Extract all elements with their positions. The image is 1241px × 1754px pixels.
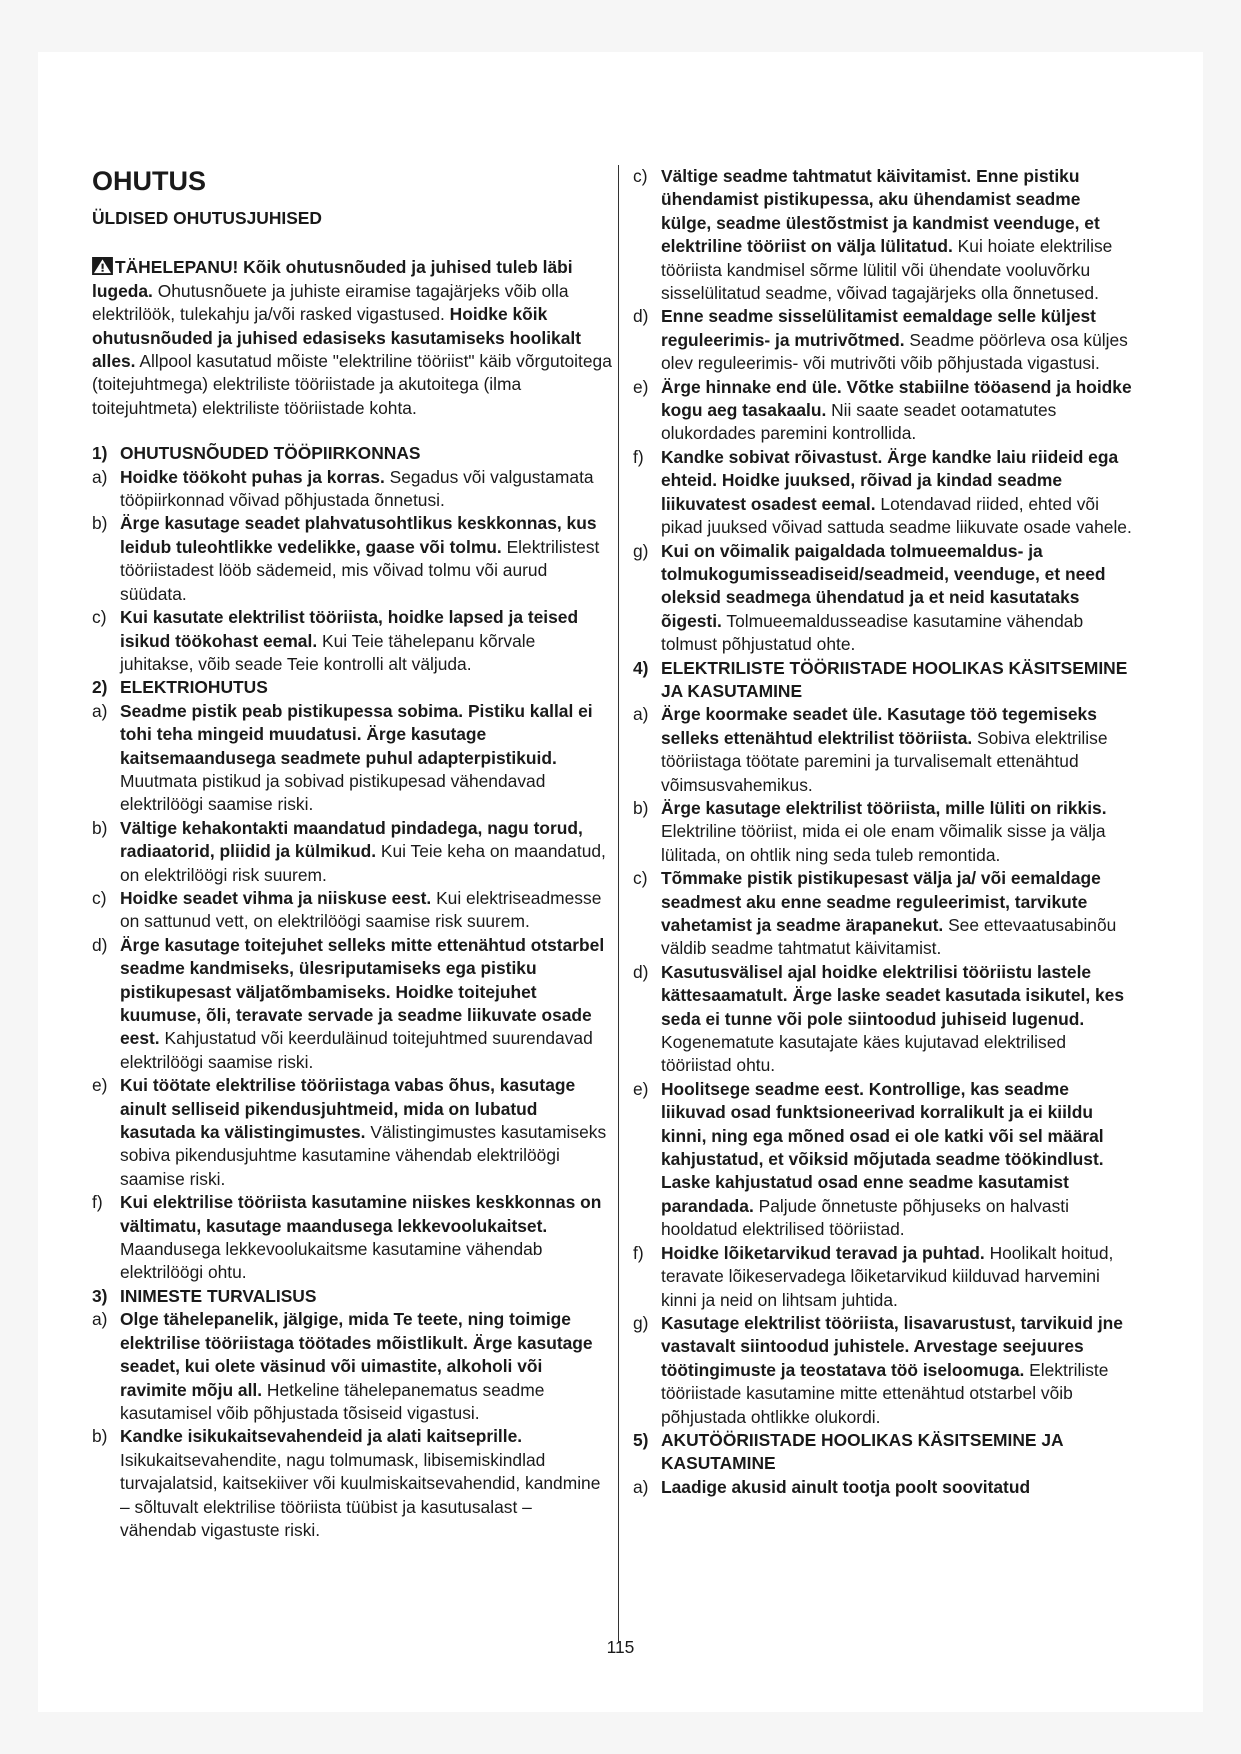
keep-instructions-text: Allpool kasutatud mõiste "elektriline tööriist" käib võrgutoitega (toitejuhtmega) elektriliste tööriistade ja akutoitega (ilma toitejuhtmeta) elektriliste tööriistade kohta. [92, 351, 612, 418]
section-heading-4: 4) ELEKTRILISTE TÖÖRIISTADE HOOLIKAS KÄSITSEMINE JA KASUTAMINE [633, 657, 1128, 701]
list-item: c) Vältige seadme tahtmatut käivitamist. Enne pistiku ühendamist pistikupessa, aku ühendamist seadme külge, seadme ülestõstmist ja kandmist veenduge, et elektriline tööriist on välja lülitatud. Kui hoiate elektrilise tööriista kandmisel sõrme lülitil või ühendate vooluvõrku sisselülitatud seadme, võivad tagajärjeks olla õnnetused. [633, 166, 1113, 304]
list-item: f) Kandke sobivat rõivastust. Ärge kandke laiu riideid ega ehteid. Hoidke juuksed, rõivad ja kindad seadme liikuvatest osadest eemal. Lotendavad riided, ehted või pikad juuksed võivad sattuda seadme liikuvate osade vahele. [633, 446, 1132, 538]
list-item: a) Olge tähelepanelik, jälgige, mida Te teete, ning toimige elektrilise tööriistaga töötades mõistlikult. Ärge kasutage seadet, kui olete väsinud või uimastite, alkoholi või ravimite mõju all. Hetkeline tähelepanematus seadme kasutamisel võib põhjustada tõsiseid vigastusi. [92, 1309, 593, 1423]
list-item: f) Kui elektrilise tööriista kasutamine niiskes keskkonnas on vältimatu, kasutage maandusega lekkevoolukaitset. Maandusega lekkevoolukaitsme kasutamine vähendab elektrilöögi ohtu. [92, 1192, 602, 1283]
page-subtitle: ÜLDISED OHUTUSJUHISED [92, 208, 322, 228]
left-column [92, 165, 612, 1542]
right-column [633, 165, 1133, 1499]
keep-instructions-bold: Hoidke kõik ohutusnõuded ja juhised edasiseks kasutamiseks hoolikalt alles. [92, 304, 582, 372]
list-item: g) Kui on võimalik paigaldada tolmueemaldus- ja tolmukogumisseadiseid/seadmeid, veenduge, et need oleksid seadmega ühendatud ja et neid kasutataks õigesti. Tolmueemaldusseadise kasutamine vähendab tolmust põhjustatud ohte. [633, 540, 1106, 655]
list-item: e) Kui töötate elektrilise tööriistaga vabas õhus, kasutage ainult selliseid pikendusjuhtmeid, mida on lubatud kasutada ka välistingimustes. Välistingimustes kasutamiseks sobiva pikendusjuhtme kasutamine vähendab elektrilöögi saamise riski. [92, 1075, 607, 1189]
warning-paragraph [92, 256, 612, 420]
list-item: d) Kasutusvälisel ajal hoidke elektrilisi tööriistu lastele kättesaamatult. Ärge laske seadet kasutada isikutel, kes seda ei tunne või pole siintoodud juhiseid lugenud. Kogenematute kasutajate käes kujutavad elektrilised tööriistad ohtu. [633, 961, 1125, 1076]
list-item: d) Ärge kasutage toitejuhet selleks mitte ettenähtud otstarbel seadme kandmiseks, ülesriputamiseks ega pistiku pistikupesast väljatõmbamiseks. Hoidke toitejuhet kuumuse, õli, teravate servade ja seadme liikuvate osade eest. Kahjustatud või keerduläinud toitejuhtmed suurendavad elektrilöögi saamise riski. [92, 934, 605, 1072]
warning-bold-text: TÄHELEPANU! Kõik ohutusnõuded ja juhised tuleb läbi lugeda. [92, 257, 573, 301]
list-item: a) Hoidke töökoht puhas ja korras. Segadus või valgustamata tööpiirkonnad võivad põhjustada õnnetusi. [92, 466, 594, 511]
section-heading-1: 1) OHUTUSNÕUDED TÖÖPIIRKONNAS [92, 443, 421, 464]
list-item: e) Hoolitsege seadme eest. Kontrollige, kas seadme liikuvad osad funktsioneerivad korralikult ja ei kiildu kinni, ning ega mõned osad ei ole katki või sel määral kahjustatud, et võiksid mõjutada seadme töökindlust. Laske kahjustatud osad enne seadme kasutamist parandada. Paljude õnnetuste põhjuseks on halvasti hooldatud elektrilised tööriistad. [633, 1078, 1104, 1240]
list-item: b) Kandke isikukaitsevahendeid ja alati kaitseprille. Isikukaitsevahendite, nagu tolmumask, libisemiskindlad turvajalatsid, kaitsekiiver või kuulmiskaitsevahendid, kandmine – sõltuvalt elektrilise tööriista tüübist ja kasutusalast – vähendab vigastuste riski. [92, 1426, 601, 1540]
warning-text: Ohutusnõuete ja juhiste eiramise tagajärjeks võib olla elektrilöök, tulekahju ja/või rasked vigastused. [92, 280, 569, 325]
page-number: 115 [606, 1637, 635, 1657]
list-item: c) Tõmmake pistik pistikupesast välja ja/ või eemaldage seadmest aku enne seadme reguleerimist, tarvikute vahetamist ja seadme ärapanekut. See ettevaatusabinõu väldib seadme tahtmatut käivitamist. [633, 868, 1117, 959]
list-item: b) Vältige kehakontakti maandatud pindadega, nagu torud, radiaatorid, pliidid ja külmikud. Kui Teie keha on maandatud, on elektrilöögi risk suurem. [92, 817, 606, 885]
list-item: a) Laadige akusid ainult tootja poolt soovitatud [633, 1476, 1031, 1497]
warning-triangle-icon [92, 257, 113, 275]
list-item: c) Kui kasutate elektrilist tööriista, hoidke lapsed ja teised isikud töökohast eemal. Kui Teie tähelepanu kõrvale juhitakse, võib seade Teie kontrolli alt väljuda. [92, 607, 579, 674]
page-title: OHUTUS [92, 166, 206, 196]
list-item: b) Ärge kasutage seadet plahvatusohtlikus keskkonnas, kus leidub tuleohtlikke vedelikke, gaase või tolmu. Elektrilistest tööriistadest lööb sädemeid, mis võivad tolmu või aurud süüdata. [92, 513, 600, 604]
list-item: e) Ärge hinnake end üle. Võtke stabiilne tööasend ja hoidke kogu aeg tasakaalu. Nii saate seadet ootamatutes olukordades paremini kontrollida. [633, 376, 1132, 444]
section-heading-3: 3) INIMESTE TURVALISUS [92, 1285, 317, 1306]
list-item: d) Enne seadme sisselülitamist eemaldage selle küljest reguleerimis- ja mutrivõtmed. Seadme pöörleva osa küljes olev reguleerimis- või mutrivõti võib põhjustada vigastusi. [633, 306, 1128, 374]
list-item: f) Hoidke lõiketarvikud teravad ja puhtad. Hoolikalt hoitud, teravate lõikeservadega lõiketarvikud kiilduvad harvemini kinni ja neid on lihtsam juhtida. [633, 1242, 1114, 1310]
list-item: b) Ärge kasutage elektrilist tööriista, mille lüliti on rikkis. Elektriline tööriist, mida ei ole enam võimalik sisse ja välja lülitada, on ohtlik ning seda tuleb remontida. [633, 797, 1107, 865]
list-item: a) Seadme pistik peab pistikupessa sobima. Pistiku kallal ei tohi teha mingeid muudatusi. Ärge kasutage kaitsemaandusega seadmete puhul adapterpistikuid. Muutmata pistikud ja sobivad pistikupesad vähendavad elektrilöögi saamise riski. [92, 700, 593, 815]
column-divider [618, 165, 619, 1643]
list-item: c) Hoidke seadet vihma ja niiskuse eest. Kui elektriseadmesse on sattunud vett, on elektrilöögi saamise risk suurem. [92, 887, 602, 932]
section-heading-2: 2) ELEKTRIOHUTUS [92, 677, 268, 698]
section-heading-5: 5) AKUTÖÖRIISTADE HOOLIKAS KÄSITSEMINE JA KASUTAMINE [633, 1429, 1063, 1474]
list-item: g) Kasutage elektrilist tööriista, lisavarustust, tarvikuid jne vastavalt siintoodud juhistele. Arvestage seejuures töötingimuste ja teostatava töö iseloomuga. Elektriliste tööriistade kasutamine mitte ettenähtud otstarbel võib põhjustada ohtlikke olukordi. [633, 1312, 1123, 1427]
list-item: a) Ärge koormake seadet üle. Kasutage töö tegemiseks selleks ettenähtud elektrilist tööriista. Sobiva elektrilise tööriistaga töötate paremini ja turvalisemalt ettenähtud võimsusvahemikus. [633, 704, 1108, 795]
